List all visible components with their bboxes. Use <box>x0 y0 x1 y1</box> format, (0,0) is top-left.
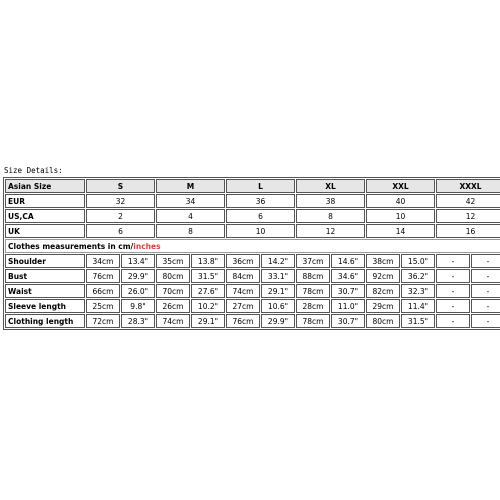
inch-value: 15.0" <box>401 254 435 268</box>
inch-value: 30.7" <box>331 314 365 328</box>
header-row <box>5 179 500 193</box>
cm-value: 37cm <box>296 254 330 268</box>
size-value: 6 <box>86 224 155 238</box>
cm-value: 28cm <box>296 299 330 313</box>
inch-value: - <box>471 284 500 298</box>
size-header: L <box>226 179 295 193</box>
size-value: 38 <box>296 194 365 208</box>
cm-value: 34cm <box>86 254 120 268</box>
inch-value: 36.2" <box>401 269 435 283</box>
cm-value: - <box>436 314 470 328</box>
cm-value: 38cm <box>366 254 400 268</box>
inch-value: 14.6" <box>331 254 365 268</box>
row-label: UK <box>5 224 85 238</box>
cm-value: 35cm <box>156 254 190 268</box>
size-value: 12 <box>436 209 500 223</box>
inch-value: 29.1" <box>191 314 225 328</box>
inch-value: 28.3" <box>121 314 155 328</box>
inch-value: - <box>471 254 500 268</box>
measurement-row <box>5 269 500 283</box>
size-value: 6 <box>226 209 295 223</box>
size-value: 8 <box>156 224 225 238</box>
measurement-row <box>5 314 500 328</box>
size-value: 32 <box>86 194 155 208</box>
inch-value: 33.1" <box>261 269 295 283</box>
cm-value: 74cm <box>156 314 190 328</box>
inch-value: - <box>471 314 500 328</box>
size-value: 12 <box>296 224 365 238</box>
size-header: S <box>86 179 155 193</box>
inch-value: 14.2" <box>261 254 295 268</box>
measurement-label: Bust <box>5 269 85 283</box>
header-label: Asian Size <box>5 179 85 193</box>
size-value: 8 <box>296 209 365 223</box>
conversion-row <box>5 209 500 223</box>
inch-value: 10.2" <box>191 299 225 313</box>
inch-value: 10.6" <box>261 299 295 313</box>
inch-value: 31.5" <box>191 269 225 283</box>
inch-value: 11.4" <box>401 299 435 313</box>
size-header: XXL <box>366 179 435 193</box>
section-heading <box>5 239 500 253</box>
inch-value: 32.3" <box>401 284 435 298</box>
inch-value: 11.0" <box>331 299 365 313</box>
cm-value: 84cm <box>226 269 260 283</box>
cm-value: 29cm <box>366 299 400 313</box>
inch-value: 29.1" <box>261 284 295 298</box>
measurement-label: Waist <box>5 284 85 298</box>
size-header: XL <box>296 179 365 193</box>
cm-value: 78cm <box>296 284 330 298</box>
inch-value: - <box>471 299 500 313</box>
cm-value: 80cm <box>366 314 400 328</box>
measurement-row <box>5 284 500 298</box>
inch-value: 13.4" <box>121 254 155 268</box>
inch-value: 13.8" <box>191 254 225 268</box>
inch-value: 34.6" <box>331 269 365 283</box>
size-value: 10 <box>366 209 435 223</box>
inch-value: 27.6" <box>191 284 225 298</box>
inch-value: 26.0" <box>121 284 155 298</box>
row-label: US,CA <box>5 209 85 223</box>
size-value: 4 <box>156 209 225 223</box>
cm-value: 26cm <box>156 299 190 313</box>
size-value: 14 <box>366 224 435 238</box>
cm-value: 36cm <box>226 254 260 268</box>
inch-value: 29.9" <box>261 314 295 328</box>
measurement-label: Clothing length <box>5 314 85 328</box>
cm-value: 74cm <box>226 284 260 298</box>
measurement-label: Sleeve length <box>5 299 85 313</box>
size-value: 40 <box>366 194 435 208</box>
conversion-row <box>5 224 500 238</box>
inch-value: 9.8" <box>121 299 155 313</box>
size-value: 34 <box>156 194 225 208</box>
inch-value: 30.7" <box>331 284 365 298</box>
inch-value: 29.9" <box>121 269 155 283</box>
cm-value: 88cm <box>296 269 330 283</box>
cm-value: 76cm <box>86 269 120 283</box>
size-table-body <box>5 179 500 328</box>
size-chart-table <box>3 177 500 330</box>
measurement-row <box>5 299 500 313</box>
cm-value: 66cm <box>86 284 120 298</box>
size-value: 42 <box>436 194 500 208</box>
size-header: M <box>156 179 225 193</box>
cm-value: 78cm <box>296 314 330 328</box>
section-heading-prefix: Clothes measurements in cm/ <box>8 241 134 251</box>
cm-value: - <box>436 299 470 313</box>
cm-value: 80cm <box>156 269 190 283</box>
row-label: EUR <box>5 194 85 208</box>
cm-value: 25cm <box>86 299 120 313</box>
cm-value: 92cm <box>366 269 400 283</box>
size-header: XXXL <box>436 179 500 193</box>
section-heading-suffix: inches <box>133 241 161 251</box>
cm-value: 27cm <box>226 299 260 313</box>
cm-value: 82cm <box>366 284 400 298</box>
size-value: 2 <box>86 209 155 223</box>
inch-value: 31.5" <box>401 314 435 328</box>
size-value: 36 <box>226 194 295 208</box>
cm-value: - <box>436 269 470 283</box>
cm-value: 70cm <box>156 284 190 298</box>
size-value: 16 <box>436 224 500 238</box>
cm-value: - <box>436 284 470 298</box>
size-value: 10 <box>226 224 295 238</box>
section-row <box>5 239 500 253</box>
cm-value: 76cm <box>226 314 260 328</box>
cm-value: - <box>436 254 470 268</box>
size-details-caption: Size Details: <box>4 166 63 175</box>
measurement-label: Shoulder <box>5 254 85 268</box>
inch-value: - <box>471 269 500 283</box>
conversion-row <box>5 194 500 208</box>
measurement-row <box>5 254 500 268</box>
cm-value: 72cm <box>86 314 120 328</box>
